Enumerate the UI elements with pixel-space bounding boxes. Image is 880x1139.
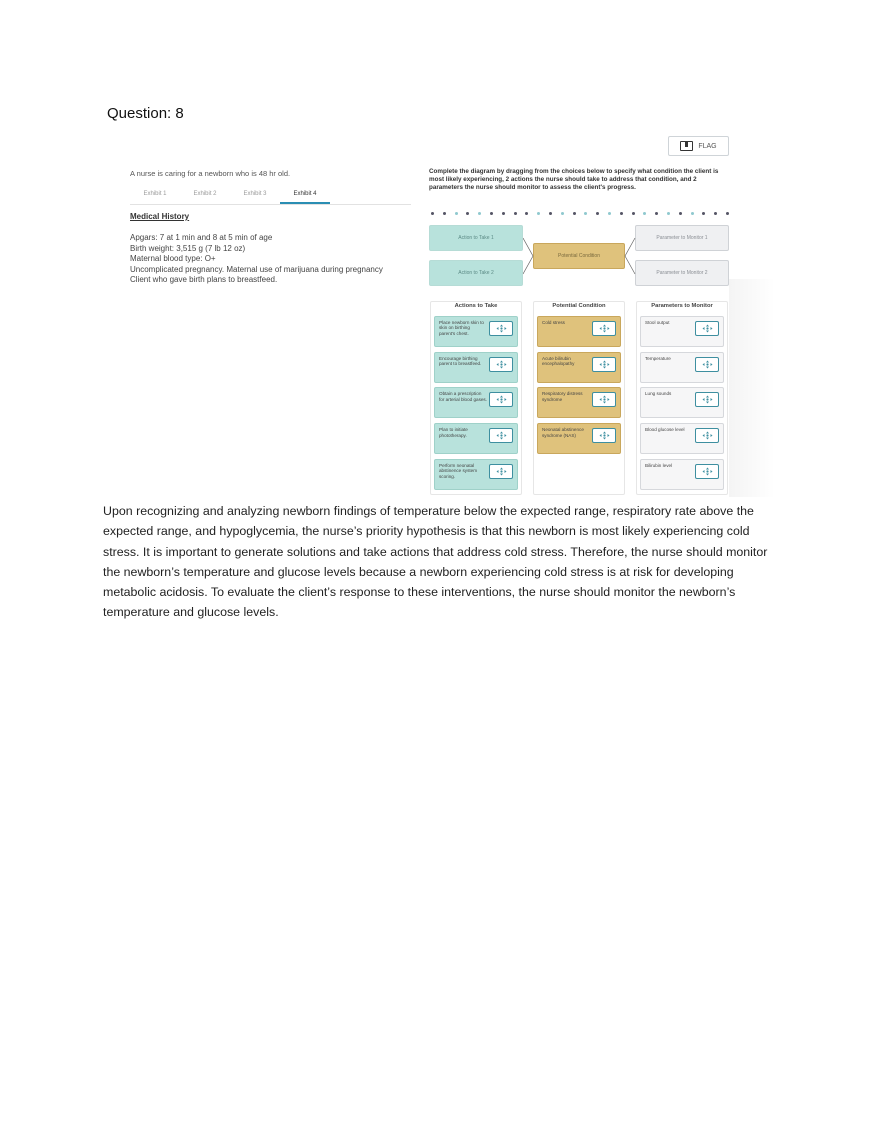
progress-dot <box>608 212 611 215</box>
move-icon[interactable] <box>695 464 719 479</box>
actions-column-title: Actions to Take <box>454 303 498 309</box>
parameter-choice-label: Blood glucose level <box>645 427 685 433</box>
progress-dot <box>455 212 458 215</box>
move-icon[interactable] <box>695 392 719 407</box>
action-choice-card[interactable] <box>434 459 518 490</box>
move-icon[interactable] <box>489 357 513 372</box>
move-icon[interactable] <box>489 428 513 443</box>
progress-dot <box>443 212 446 215</box>
progress-dots <box>431 211 729 217</box>
progress-dot <box>726 212 729 215</box>
condition-choice-label: Cold stress <box>542 320 565 325</box>
drop-zone-condition[interactable]: Potential Condition <box>533 243 625 269</box>
medical-history-list <box>130 233 405 286</box>
progress-dot <box>596 212 599 215</box>
parameter-choice-card[interactable] <box>640 459 724 490</box>
progress-dot <box>466 212 469 215</box>
history-line: Client who gave birth plans to breastfeed. <box>130 275 278 284</box>
progress-dot <box>679 212 682 215</box>
action-choice-label: Place newborn skin to skin on birthing parent's chest. <box>439 320 484 336</box>
condition-choice-label: Respiratory distress syndrome <box>542 391 583 402</box>
move-icon[interactable] <box>592 321 616 336</box>
progress-dot <box>584 212 587 215</box>
action-choice-label: Perform neonatal abstinence system scoring. <box>439 462 478 479</box>
history-line: Maternal blood type: O+ <box>130 254 216 263</box>
progress-dot <box>620 212 623 215</box>
progress-dot <box>431 212 434 215</box>
medical-history-title: Medical History <box>130 212 190 221</box>
history-line: Uncomplicated pregnancy. Maternal use of marijuana during pregnancy <box>130 264 383 274</box>
move-icon[interactable] <box>695 428 719 443</box>
history-line: Apgars: 7 at 1 min and 8 at 5 min of age <box>130 233 273 242</box>
move-icon[interactable] <box>489 464 513 479</box>
question-number: Question: 8 <box>107 105 184 122</box>
action-choice-card[interactable] <box>434 316 518 347</box>
condition-choice-label: Acute bilirubin encephalopathy <box>542 355 575 367</box>
drop-zone-parameter-2[interactable]: Parameter to Monitor 2 <box>635 260 729 286</box>
progress-dot <box>702 212 705 215</box>
flag-label: FLAG <box>698 142 717 150</box>
progress-dot <box>549 212 552 215</box>
action-choice-label: Encourage birthing parent to breastfeed. <box>439 355 482 367</box>
parameter-choice-label: Lung sounds <box>645 391 672 397</box>
scenario-text: A nurse is caring for a newborn who is 48 hr old. <box>130 169 291 178</box>
progress-dot <box>478 212 481 215</box>
condition-choice-card[interactable] <box>537 423 621 454</box>
move-icon[interactable] <box>592 357 616 372</box>
progress-dot <box>514 212 517 215</box>
move-icon[interactable] <box>489 392 513 407</box>
progress-dot <box>561 212 564 215</box>
tab-exhibit-1[interactable]: Exhibit 1 <box>143 191 167 197</box>
action-choice-label: Obtain a prescription for arterial blood gases. <box>439 391 488 402</box>
condition-choice-card[interactable] <box>537 316 621 347</box>
left-connector <box>523 236 535 276</box>
progress-dot <box>537 212 540 215</box>
drop-zone-action-2[interactable]: Action to Take 2 <box>429 260 523 286</box>
move-icon[interactable] <box>592 428 616 443</box>
progress-dot <box>573 212 576 215</box>
condition-choice-card[interactable] <box>537 387 621 418</box>
move-icon[interactable] <box>592 392 616 407</box>
panel-shadow <box>729 279 775 497</box>
move-icon[interactable] <box>489 321 513 336</box>
condition-choice-card[interactable] <box>537 352 621 383</box>
parameter-choice-card[interactable] <box>640 423 724 454</box>
tab-exhibit-2[interactable]: Exhibit 2 <box>193 191 217 197</box>
exhibit-tabs <box>130 185 411 205</box>
tab-exhibit-3[interactable]: Exhibit 3 <box>243 191 267 197</box>
right-connector <box>624 236 636 276</box>
parameter-choice-card[interactable] <box>640 387 724 418</box>
drop-zone-action-1[interactable]: Action to Take 1 <box>429 225 523 251</box>
progress-dot <box>714 212 717 215</box>
progress-dot <box>502 212 505 215</box>
history-line: Birth weight: 3,515 g (7 lb 12 oz) <box>130 243 246 253</box>
parameter-choice-label: Temperature <box>645 355 671 361</box>
diagram-instructions: Complete the diagram by dragging from the choices below to specify what condition the client is most likely experiencing, 2 actions the nurse should take to address that condition, and 2 parameters the nurse should monitor to assess the client's progress. <box>429 168 719 191</box>
move-icon[interactable] <box>695 321 719 336</box>
progress-dot <box>655 212 658 215</box>
progress-dot <box>632 212 635 215</box>
move-icon[interactable] <box>695 357 719 372</box>
action-choice-card[interactable] <box>434 387 518 418</box>
progress-dot <box>643 212 646 215</box>
flag-button[interactable] <box>668 136 729 156</box>
action-choice-label: Plan to initiate phototherapy. <box>439 427 468 438</box>
parameter-choice-card[interactable] <box>640 352 724 383</box>
progress-dot <box>691 212 694 215</box>
progress-dot <box>490 212 493 215</box>
tab-exhibit-4[interactable]: Exhibit 4 <box>280 185 330 204</box>
conditions-column-title: Potential Condition <box>552 303 606 309</box>
bookmark-icon <box>680 141 693 151</box>
rationale-text: Upon recognizing and analyzing newborn findings of temperature below the expected range, respiratory rate above the expected range, and hypoglycemia, the nurse’s priority hypothesis is that this newborn is most likely experiencing cold stress. It is important to generate solutions and take actions that address cold stress. Therefore, the nurse should monitor the newborn’s temperature and glucose levels because a newborn experiencing cold stress is at risk for developing metabolic acidosis. To evaluate the client’s response to these interventions, the nurse should monitor the newborn’s temperature and glucose levels. <box>103 504 768 620</box>
parameter-choice-card[interactable] <box>640 316 724 347</box>
progress-dot <box>525 212 528 215</box>
parameter-choice-label: Stool output <box>645 320 670 325</box>
condition-choice-label: Neonatal abstinence syndrome (NAS) <box>542 427 584 438</box>
progress-dot <box>667 212 670 215</box>
drop-zone-parameter-1[interactable]: Parameter to Monitor 1 <box>635 225 729 251</box>
action-choice-card[interactable] <box>434 423 518 454</box>
action-choice-card[interactable] <box>434 352 518 383</box>
parameters-column-title: Parameters to Monitor <box>651 303 713 309</box>
parameter-choice-label: Bilirubin level <box>645 462 673 468</box>
